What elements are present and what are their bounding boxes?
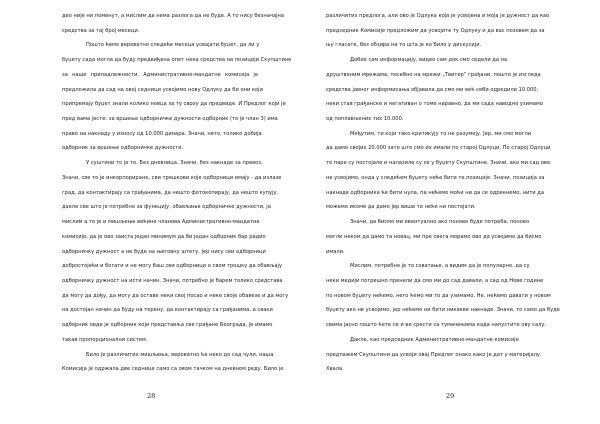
text-line: Хвала.: [326, 366, 344, 373]
text-line: део није ни поменут, а мислим да нема разлога да не буде. А то нису безначајна: [62, 13, 285, 19]
text-line: Било је различитих мишљења, вероватно ће неко до сад чули, наша: [86, 351, 274, 358]
text-line: председник Комисије предложим да усвојите ту Одлуку и да вас позовем да за: [326, 27, 545, 34]
text-line: одборник за вршење одборничке дужности.: [62, 145, 184, 152]
text-line: можемо икоме да дамо јер више то неће ни постојати.: [326, 204, 476, 211]
text-line: комисије, да је ово заиста један минимум да би један одборник бар радио: [62, 233, 266, 240]
text-line: друштвеним мрежама, посебно на мрежи „Твитер“ грађани, пошто је изгледа: [326, 71, 541, 78]
text-line: Добио сам информацију, видео сам док смо седели да на: [350, 57, 508, 64]
right-page: [300, 0, 600, 424]
text-line: одборничку дужност на исти начин. Значи, потребно је барем толико средстава: [62, 277, 283, 284]
text-line: пред вама јесте: за вршење одборничке дужности одборник (то је члан 3) има: [62, 116, 278, 123]
text-line: њу гласате, без обзира на то шта је ко било у дискусији.: [326, 42, 482, 49]
text-line: дакле све што је потребно за функцију, обављање одборничке дужности, ја: [62, 204, 271, 211]
text-line: за наше припадлежности, Административно-мандатне комисија је: [62, 71, 258, 78]
text-line: Значи, да бисмо ми евентуално ако поново буде потреба, поново: [350, 219, 530, 226]
text-line: предложила да сад на овој седници усвојимо нову Одлуку да би они који: [62, 86, 263, 93]
text-line: неки став грађанске и негативан о томе наравно, да ми сада наводно узимамо: [326, 101, 544, 108]
text-line: Комисија је одржала две седнице само са овом тачком на дневном реду. Било је: [62, 366, 284, 373]
text-line: да дамо својих 20.000 зато што смо их имали по старој Одлуци. По старој Одлуци: [326, 145, 551, 152]
text-line: различитих предлога, али ово је Одлука која је усвојена и моја је дужност да као: [326, 13, 550, 19]
text-line: одборник овде је одборник који представља све грађане Београда, је имамо: [62, 322, 273, 329]
text-line: Дакле, као председник Административно-мандатне комисије: [350, 336, 519, 343]
text-line: мислим а то је и мишљење већине чланова Административно-мандатне: [62, 219, 260, 226]
text-line: средства за тај број месеци.: [62, 27, 140, 34]
text-line: неки медији погрешно пренели да смо ми до сад давали, а сад од Нове године: [326, 277, 544, 284]
text-line: припремају буџет знали колико новца за ту сврху да предвиде. И Предлог који је: [62, 101, 286, 108]
text-line: свима јасно пошто ћете се и ви срести са тумачењима када напустите ову салу.: [326, 322, 547, 329]
text-line: по новом буџету нећемо, него ћемо ми то да узимамо. Не, нећемо давати у новом: [326, 292, 551, 299]
text-line: У суштини то је то. Без дневница. Значи, без накнаде за превоз.: [86, 160, 263, 167]
text-line: Мислим, потребно је то схватање, а видим да је популарно, да су: [350, 263, 530, 270]
text-line: добростојећи и богати и не могу баш сви одборници о свом трошку да обављају: [62, 263, 283, 270]
text-line: предлажем Скупштини да усвоји овај Предлог онако како је дат у материјалу.: [326, 351, 542, 358]
text-line: да могу да дођу, да могу да оставе неки свој посао и неке своје обавезе и да могу: [62, 292, 289, 299]
left-page-number: 28: [147, 392, 156, 400]
left-page-text: [62, 9, 292, 377]
text-line: могли неком да дамо та новац, ми пре свега морамо ово да усвојимо да бисмо: [326, 233, 542, 240]
text-line: не усвојимо, онда у следећем буџету неће бити те позиције. Значи, позиција за: [326, 174, 545, 181]
text-line: Пошто ћемо вероватно следеће месеца усвајати буџет, да ли у: [86, 42, 260, 49]
text-line: на достојан начин да буду на терену, да контактирају са грађанима, а сваки: [62, 307, 273, 314]
text-line: накнаде одборника ће бити нула, па нећемо моћи ни да се одрекнемо, нити да: [326, 189, 544, 196]
text-line: те паре су постојале и налазиле су се у буџету Скупштине. Значи, ако ми сад ово: [326, 160, 551, 167]
text-line: буџету сада могла да буду предвиђена опет нека средства на позицији Скупштине: [62, 57, 292, 64]
text-line: средства јавног информисања објавила да смо ми већ себи одредили 10.000,: [326, 86, 539, 93]
text-line: одборничку дужност а не буде на његовну штету, јер нису сви одборници: [62, 248, 266, 255]
text-line: такав пропорционални систем.: [62, 336, 148, 343]
text-line: град, да контактирају са грађанима, да нешто фотокопирају, да нешто купују,: [62, 189, 279, 196]
text-line: имали.: [326, 248, 345, 255]
text-line: Међутим, ти који тако критикују то не разумеју. Јер, ми смо могли: [350, 130, 532, 137]
text-line: од поплављених тих 10.000.: [326, 116, 404, 123]
text-line: буџету ако не усвојимо, јер нећемо ни бити никакве накнаде. Значи, то само да буде: [326, 307, 560, 314]
right-page-text: [326, 9, 560, 377]
right-page-number: 29: [446, 392, 455, 400]
text-line: Значи, све то је инкорпорирано, сви трошкови које одборници имају - да излазе: [62, 174, 282, 181]
text-line: право на накнаду у износу од 10.000 динара. Значи, нето, толико добија: [62, 130, 262, 137]
